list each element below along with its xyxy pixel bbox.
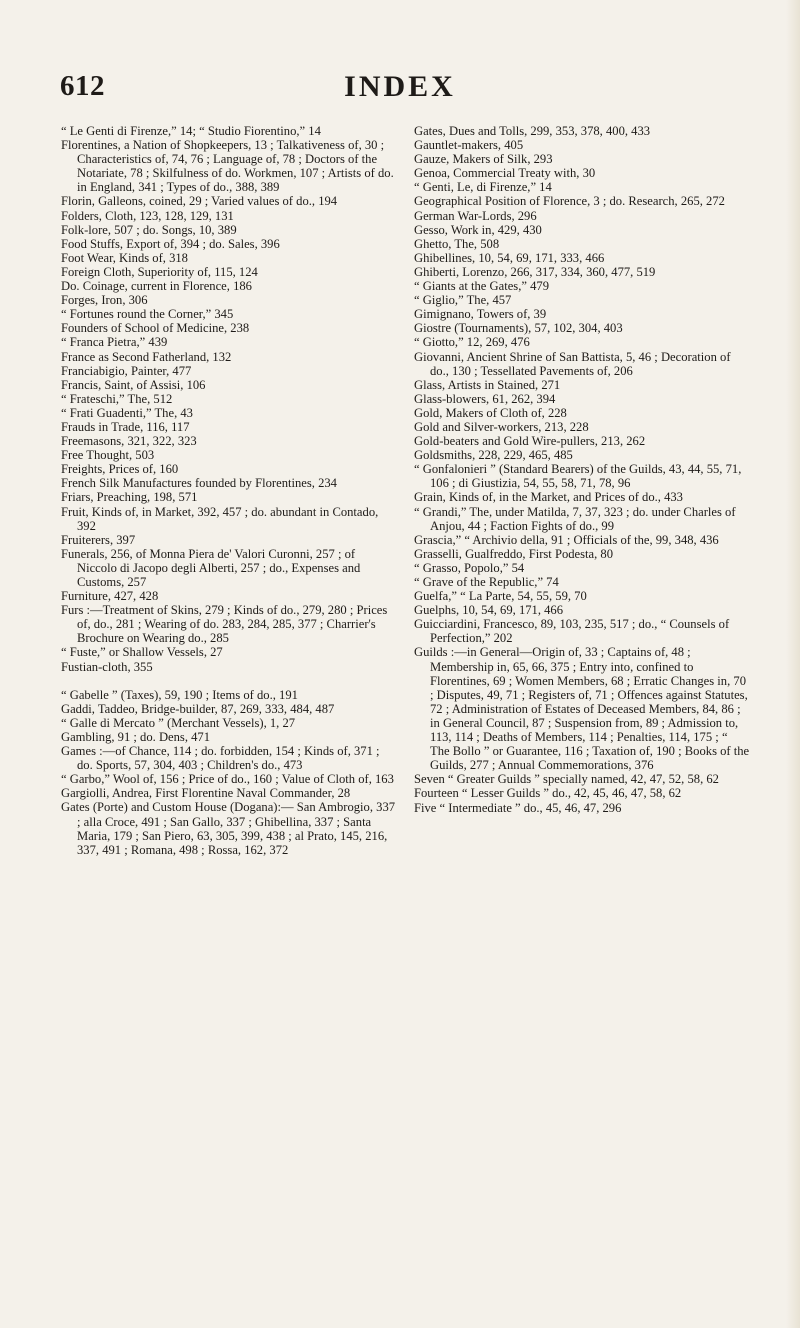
index-entry: Gates, Dues and Tolls, 299, 353, 378, 400, 433 <box>414 124 651 138</box>
index-entry: Giovanni, Ancient Shrine of San Battista, 5, 46 ; Decoration of do., 130 ; Tessellated Pavements of, 206 <box>414 349 731 378</box>
index-entry: Florentines, a Nation of Shopkeepers, 13 ; Talkativeness of, 30 ; Characteristics of, 74, 76 ; Language of, 78 ; Doctors of the Notariate, 78 ; Skilfulness of do. Workmen, 107 ; Artists of do. in England, 341 ; Types of do., 388, 389 <box>61 138 394 195</box>
index-entry: Florin, Galleons, coined, 29 ; Varied values of do., 194 <box>61 194 338 209</box>
index-entry: Grascia,” “ Archivio della, 91 ; Officials of the, 99, 348, 436 <box>414 532 719 547</box>
page-header <box>0 70 800 110</box>
index-entry: Funerals, 256, of Monna Piera de' Valori Curonni, 257 ; of Niccolo di Jacopo degli Alberti, 257 ; do., Expenses and Customs, 257 <box>61 546 361 589</box>
index-entry: Seven “ Greater Guilds ” specially named, 42, 47, 52, 58, 62 <box>414 772 719 787</box>
index-entry: “ Fortunes round the Corner,” 345 <box>61 307 234 322</box>
index-entry: Gauze, Makers of Silk, 293 <box>414 152 553 167</box>
index-entry: “ Frateschi,” The, 512 <box>61 391 173 406</box>
index-entry: Gold-beaters and Gold Wire-pullers, 213, 262 <box>414 434 646 449</box>
index-entry: Guilds :—in General—Origin of, 33 ; Captains of, 48 ; Membership in, 65, 66, 375 ; Entry into, confined to Florentines, 69 ; Women Members, 68 ; Erratic Changes in, 70 ; Disputes, 49, 71 ; Registers of, 71 ; Offences against Statutes, 72 ; Administration of Estates of Deceased Members, 84, 86 ; in General Council, 87 ; Suspension from, 89 ; Admission to, 113, 114 ; Deaths of Members, 114 ; Penalties, 114, 175 ; “ The Bollo ” or Guarantee, 116 ; Taxation of, 190 ; Books of the Guilds, 277 ; Annual Commemorations, 376 <box>414 645 750 773</box>
index-entry: “ Giglio,” The, 457 <box>414 293 512 308</box>
index-entry: Guelphs, 10, 54, 69, 171, 466 <box>414 603 564 618</box>
index-entry: “ Gabelle ” (Taxes), 59, 190 ; Items of do., 191 <box>61 687 298 702</box>
index-entry: “ Frati Guadenti,” The, 43 <box>61 405 193 420</box>
index-entry: Gates (Porte) and Custom House (Dogana):— San Ambrogio, 337 ; alla Croce, 491 ; San Gallo, 337 ; Ghibellina, 337 ; Santa Maria, 179 ; San Piero, 63, 305, 399, 438 ; al Prato, 145, 216, 337, 491 ; Romana, 498 ; Rossa, 162, 372 <box>61 800 396 857</box>
page-number: 612 <box>60 70 105 102</box>
index-entry: Goldsmiths, 228, 229, 465, 485 <box>414 448 573 463</box>
page-edge-shadow <box>786 0 800 1328</box>
index-entry: “ Giotto,” 12, 269, 476 <box>414 335 530 350</box>
index-entry: Freights, Prices of, 160 <box>61 462 179 477</box>
index-entry: Glass, Artists in Stained, 271 <box>414 377 561 392</box>
index-entry: Do. Coinage, current in Florence, 186 <box>61 279 252 294</box>
index-entry: Glass-blowers, 61, 262, 394 <box>414 391 556 406</box>
index-title: INDEX <box>344 70 456 103</box>
index-entry: Furs :—Treatment of Skins, 279 ; Kinds of do., 279, 280 ; Prices of, do., 281 ; Wearing of do. 283, 284, 285, 377 ; Charrier's Brochure on Wearing do., 285 <box>61 603 388 646</box>
index-entry: Freemasons, 321, 322, 323 <box>61 434 197 449</box>
index-entry: “ Genti, Le, di Firenze,” 14 <box>414 180 552 195</box>
index-entry: Founders of School of Medicine, 238 <box>61 321 250 336</box>
index-entry: Ghibellines, 10, 54, 69, 171, 333, 466 <box>414 250 605 265</box>
index-entry: German War-Lords, 296 <box>414 208 537 223</box>
index-entry: Folk-lore, 507 ; do. Songs, 10, 389 <box>61 222 237 237</box>
index-entry: Foreign Cloth, Superiority of, 115, 124 <box>61 264 258 279</box>
index-entry: Food Stuffs, Export of, 394 ; do. Sales, 396 <box>61 236 280 251</box>
index-entry: France as Second Fatherland, 132 <box>61 349 232 364</box>
index-entry: Forges, Iron, 306 <box>61 293 148 308</box>
index-entry: “ Grave of the Republic,” 74 <box>414 575 559 589</box>
index-entry: Ghiberti, Lorenzo, 266, 317, 334, 360, 477, 519 <box>414 264 656 279</box>
index-entry: Furniture, 427, 428 <box>61 589 159 604</box>
index-entry: Grain, Kinds of, in the Market, and Prices of do., 433 <box>414 490 683 505</box>
index-entry: French Silk Manufactures founded by Florentines, 234 <box>61 476 337 491</box>
index-entry: Fustian-cloth, 355 <box>61 659 153 674</box>
index-entry: Gauntlet-makers, 405 <box>414 138 524 153</box>
index-entry: Friars, Preaching, 198, 571 <box>61 490 198 505</box>
index-entry: Frauds in Trade, 116, 117 <box>61 419 190 434</box>
index-entry: “ Fuste,” or Shallow Vessels, 27 <box>61 645 223 660</box>
index-entry: Giostre (Tournaments), 57, 102, 304, 403 <box>414 321 623 336</box>
index-entry: Five “ Intermediate ” do., 45, 46, 47, 296 <box>414 800 622 815</box>
index-entry: “ Franca Pietra,” 439 <box>61 335 168 350</box>
index-entry: Gesso, Work in, 429, 430 <box>414 222 542 237</box>
index-entry: Fruit, Kinds of, in Market, 392, 457 ; do. abundant in Contado, 392 <box>61 504 379 533</box>
index-entry: “ Giants at the Gates,” 479 <box>414 279 549 294</box>
index-column-left <box>61 124 397 857</box>
index-entry: Gold and Silver-workers, 213, 228 <box>414 419 589 434</box>
index-entry: Games :—of Chance, 114 ; do. forbidden, 154 ; Kinds of, 371 ; do. Sports, 57, 304, 403 ; Children's do., 473 <box>61 744 380 773</box>
index-entry: Fourteen “ Lesser Guilds ” do., 42, 45, 46, 47, 58, 62 <box>414 786 682 801</box>
index-entry: Gambling, 91 ; do. Dens, 471 <box>61 729 211 744</box>
index-entry: Guelfa,” “ La Parte, 54, 55, 59, 70 <box>414 589 587 604</box>
index-entry: Genoa, Commercial Treaty with, 30 <box>414 166 596 181</box>
index-entry: Fruiterers, 397 <box>61 532 136 547</box>
index-entry: “ Garbo,” Wool of, 156 ; Price of do., 160 ; Value of Cloth of, 163 <box>61 772 394 787</box>
index-entry: Guicciardini, Francesco, 89, 103, 235, 517 ; do., “ Counsels of Perfection,” 202 <box>414 617 730 646</box>
index-entry: Foot Wear, Kinds of, 318 <box>61 250 188 265</box>
index-entry: Free Thought, 503 <box>61 448 155 463</box>
index-entry: “ Gonfalonieri ” (Standard Bearers) of the Guilds, 43, 44, 55, 71, 106 ; di Giustizia, 54, 55, 58, 71, 78, 96 <box>414 462 742 491</box>
index-entry: Gold, Makers of Cloth of, 228 <box>414 405 567 420</box>
index-entry: “ Grasso, Popolo,” 54 <box>414 560 525 575</box>
index-entry: Geographical Position of Florence, 3 ; do. Research, 265, 272 <box>414 194 725 209</box>
index-entry: “ Galle di Mercato ” (Merchant Vessels), 1, 27 <box>61 715 296 730</box>
index-entry: Gargiolli, Andrea, First Florentine Naval Commander, 28 <box>61 786 351 801</box>
index-entry: Franciabigio, Painter, 477 <box>61 363 192 378</box>
index-entry: Gimignano, Towers of, 39 <box>414 307 547 322</box>
index-entry: Francis, Saint, of Assisi, 106 <box>61 377 206 392</box>
index-column-right <box>414 124 750 815</box>
index-entry: Gaddi, Taddeo, Bridge-builder, 87, 269, 333, 484, 487 <box>61 701 335 716</box>
index-entry: Folders, Cloth, 123, 128, 129, 131 <box>61 208 234 223</box>
index-entry: Ghetto, The, 508 <box>414 236 500 251</box>
index-entry: “ Grandi,” The, under Matilda, 7, 37, 323 ; do. under Charles of Anjou, 44 ; Faction Fights of do., 99 <box>414 504 736 533</box>
index-entry: “ Le Genti di Firenze,” 14; “ Studio Fiorentino,” 14 <box>61 124 321 138</box>
index-entry: Grasselli, Gualfreddo, First Podesta, 80 <box>414 546 614 561</box>
